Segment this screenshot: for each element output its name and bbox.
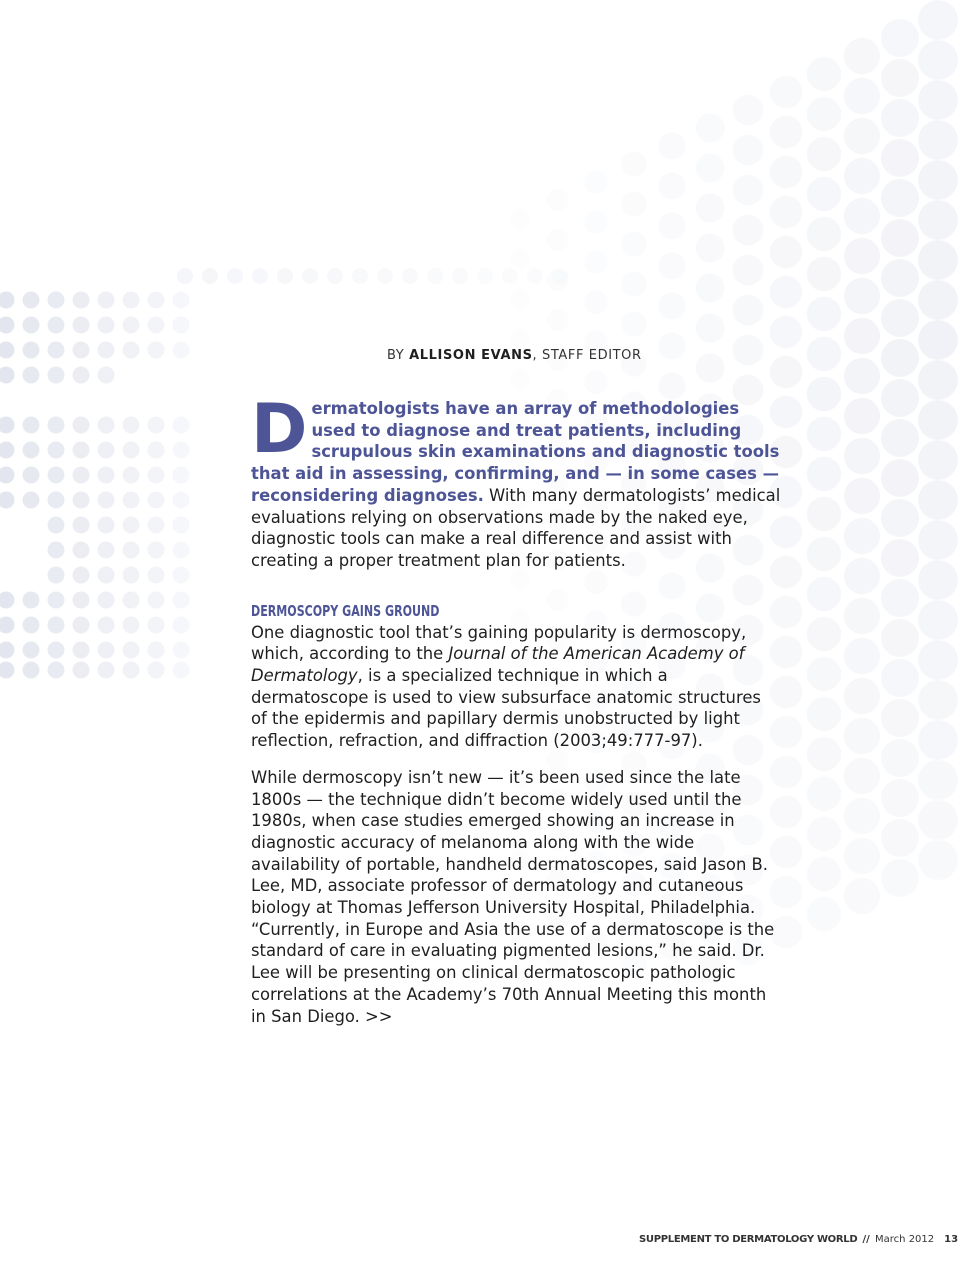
background-dot <box>844 598 880 634</box>
lead-text: ermatologists have an array of methodologies used to diagnose and treat patients, including scrupulous skin examinations and diagnostic tools that aid in assessing, confirming, and — in some cases — reconsidering diagnoses. <box>251 399 780 505</box>
background-dot <box>173 642 190 659</box>
background-dot <box>123 442 140 459</box>
background-dot <box>73 567 90 584</box>
background-dot <box>918 40 958 80</box>
background-dot <box>48 662 65 679</box>
background-dot <box>844 398 880 434</box>
background-dot <box>584 290 608 314</box>
background-dot <box>48 317 65 334</box>
background-dot <box>844 838 880 874</box>
background-dot <box>98 417 115 434</box>
background-dot <box>621 231 646 256</box>
background-dot <box>658 132 685 159</box>
background-dot <box>123 342 140 359</box>
background-dot <box>98 642 115 659</box>
background-dot <box>0 442 15 459</box>
background-dot <box>48 367 65 384</box>
background-dot <box>173 417 190 434</box>
background-dot <box>696 194 725 223</box>
background-dot <box>73 492 90 509</box>
paragraph-dermoscopy-history: While dermoscopy isn’t new — it’s been used since the late 1800s — the technique didn’t become widely used until the 1980s, when case studies emerged showing an increase in diagnostic accuracy of melanoma along with the wide availability of portable, handheld dermatoscopes, said Jason B. Lee, MD, associate professor of dermatology and cutaneous biology at Thomas Jefferson University Hospital, Philadelphia. “Currently, in Europe and Asia the use of a dermatoscope is the standard of care in evaluating pigmented lesions,” he said. Dr. Lee will be presenting on clinical dermatoscopic pathologic correlations at the Academy’s 70th Annual Meeting this month in San Diego. >> <box>251 767 775 1026</box>
background-dot <box>881 699 919 737</box>
background-dot <box>547 269 569 291</box>
background-dot <box>173 292 190 309</box>
background-dot <box>98 542 115 559</box>
background-dot <box>173 317 190 334</box>
background-dot <box>658 332 685 359</box>
background-dot <box>48 542 65 559</box>
background-dot <box>770 156 803 189</box>
background-dot <box>123 467 140 484</box>
background-dot <box>123 492 140 509</box>
background-dot <box>23 617 40 634</box>
background-dot <box>733 215 764 246</box>
background-dot <box>844 758 880 794</box>
background-dot <box>148 317 165 334</box>
background-dot <box>881 539 919 577</box>
background-dot <box>807 257 841 291</box>
background-dot <box>148 442 165 459</box>
background-dot <box>23 317 40 334</box>
background-dot <box>73 467 90 484</box>
background-dot <box>148 592 165 609</box>
background-dot <box>807 177 841 211</box>
background-dot <box>918 160 958 200</box>
background-dot <box>0 662 15 679</box>
background-dot <box>0 592 15 609</box>
background-dot <box>918 320 958 360</box>
background-dot <box>881 579 919 617</box>
background-dot <box>502 268 518 284</box>
background-dot <box>918 400 958 440</box>
background-dot <box>881 59 919 97</box>
page-number: 13 <box>944 1234 959 1245</box>
background-dot <box>807 497 841 531</box>
background-dot <box>73 642 90 659</box>
background-dot <box>844 638 880 674</box>
background-dot <box>658 172 685 199</box>
background-dot <box>227 268 243 284</box>
background-dot <box>844 318 880 354</box>
background-dot <box>584 170 608 194</box>
footer-separator: // <box>862 1234 870 1245</box>
background-dot <box>807 857 841 891</box>
background-dot <box>807 457 841 491</box>
background-dot <box>123 617 140 634</box>
background-dot <box>918 440 958 480</box>
drop-cap: D <box>251 390 308 469</box>
background-dot <box>807 97 841 131</box>
background-dot <box>881 499 919 537</box>
background-dot <box>881 219 919 257</box>
background-dot <box>98 442 115 459</box>
background-dot <box>402 268 418 284</box>
background-dot <box>48 442 65 459</box>
background-dot <box>0 642 15 659</box>
background-dot <box>881 19 919 57</box>
background-dot <box>733 175 764 206</box>
background-dot <box>173 492 190 509</box>
background-dot <box>844 518 880 554</box>
background-dot <box>807 57 841 91</box>
background-dot <box>918 560 958 600</box>
background-dot <box>48 492 65 509</box>
background-dot <box>881 99 919 137</box>
background-dot <box>807 817 841 851</box>
background-dot <box>98 467 115 484</box>
background-dot <box>510 288 530 308</box>
background-dot <box>918 840 958 880</box>
background-dot <box>302 268 318 284</box>
background-dot <box>844 358 880 394</box>
background-dot <box>733 135 764 166</box>
background-dot <box>844 438 880 474</box>
background-dot <box>918 720 958 760</box>
background-dot <box>807 617 841 651</box>
background-dot <box>48 617 65 634</box>
background-dot <box>918 480 958 520</box>
background-dot <box>98 342 115 359</box>
background-dot <box>658 292 685 319</box>
background-dot <box>844 478 880 514</box>
footer-date: March 2012 <box>875 1234 935 1245</box>
background-dot <box>881 779 919 817</box>
background-dot <box>918 520 958 560</box>
background-dot <box>807 417 841 451</box>
background-dot <box>770 196 803 229</box>
background-dot <box>148 642 165 659</box>
background-dot <box>807 897 841 931</box>
byline-author: ALLISON EVANS <box>409 348 533 363</box>
background-dot <box>148 567 165 584</box>
background-dot <box>123 542 140 559</box>
background-dot <box>0 492 15 509</box>
background-dot <box>48 292 65 309</box>
background-dot <box>23 662 40 679</box>
byline-role: , STAFF EDITOR <box>532 348 642 363</box>
background-dot <box>807 137 841 171</box>
background-dot <box>98 492 115 509</box>
background-dot <box>252 268 268 284</box>
background-dot <box>0 292 15 309</box>
background-dot <box>98 367 115 384</box>
background-dot <box>807 697 841 731</box>
lead-paragraph <box>251 390 781 572</box>
background-dot <box>202 268 218 284</box>
background-dot <box>733 335 764 366</box>
background-dot <box>73 517 90 534</box>
background-dot <box>547 189 569 211</box>
background-dot <box>173 592 190 609</box>
background-dot <box>918 200 958 240</box>
background-dot <box>48 642 65 659</box>
background-dot <box>881 299 919 337</box>
background-dot <box>844 158 880 194</box>
background-dot <box>477 268 493 284</box>
background-dot <box>881 659 919 697</box>
background-dot <box>881 859 919 897</box>
paragraph-dermoscopy-definition <box>251 622 781 752</box>
background-dot <box>0 367 15 384</box>
background-dot <box>123 642 140 659</box>
background-dot <box>844 198 880 234</box>
background-dot <box>547 309 569 331</box>
background-dot <box>0 467 15 484</box>
background-dot <box>881 819 919 857</box>
page-footer <box>639 1234 958 1245</box>
background-dot <box>733 95 764 126</box>
background-dot <box>98 317 115 334</box>
background-dot <box>770 116 803 149</box>
background-dot <box>98 567 115 584</box>
background-dot <box>277 268 293 284</box>
background-dot <box>73 442 90 459</box>
background-dot <box>844 558 880 594</box>
background-dot <box>881 459 919 497</box>
background-dot <box>148 292 165 309</box>
background-dot <box>148 617 165 634</box>
background-dot <box>0 317 15 334</box>
background-dot <box>918 80 958 120</box>
background-dot <box>48 567 65 584</box>
background-dot <box>918 120 958 160</box>
background-dot <box>881 379 919 417</box>
background-dot <box>881 139 919 177</box>
background-dot <box>844 878 880 914</box>
background-dot <box>73 542 90 559</box>
background-dot <box>696 274 725 303</box>
background-dot <box>510 208 530 228</box>
background-dot <box>807 337 841 371</box>
background-dot <box>918 280 958 320</box>
background-dot <box>23 342 40 359</box>
background-dot <box>23 442 40 459</box>
background-dot <box>584 250 608 274</box>
background-dot <box>881 419 919 457</box>
background-dot <box>918 360 958 400</box>
background-dot <box>696 114 725 143</box>
background-dot <box>377 268 393 284</box>
background-dot <box>584 370 608 394</box>
background-dot <box>98 592 115 609</box>
background-dot <box>177 268 193 284</box>
background-dot <box>148 662 165 679</box>
background-dot <box>0 617 15 634</box>
background-dot <box>918 0 958 40</box>
background-dot <box>0 417 15 434</box>
section-heading: DERMOSCOPY GAINS GROUND <box>251 601 440 620</box>
background-dot <box>73 662 90 679</box>
background-dot <box>123 517 140 534</box>
background-dot <box>807 377 841 411</box>
byline-prefix: BY <box>387 348 410 363</box>
background-dot <box>584 210 608 234</box>
byline <box>387 348 642 363</box>
background-dot <box>918 600 958 640</box>
background-dot <box>48 592 65 609</box>
background-dot <box>123 592 140 609</box>
background-dot <box>98 617 115 634</box>
background-dot <box>123 567 140 584</box>
background-dot <box>173 617 190 634</box>
background-dot <box>844 78 880 114</box>
background-dot <box>148 492 165 509</box>
background-dot <box>23 492 40 509</box>
background-dot <box>98 662 115 679</box>
background-dot <box>770 316 803 349</box>
background-dot <box>173 517 190 534</box>
background-dot <box>621 151 646 176</box>
background-dot <box>73 367 90 384</box>
background-dot <box>807 737 841 771</box>
background-dot <box>733 255 764 286</box>
background-dot <box>327 268 343 284</box>
background-dot <box>98 517 115 534</box>
background-dot <box>770 276 803 309</box>
background-dot <box>427 268 443 284</box>
background-dot <box>881 179 919 217</box>
background-dot <box>123 662 140 679</box>
background-dot <box>452 268 468 284</box>
background-dot <box>23 642 40 659</box>
background-dot <box>696 154 725 183</box>
background-dot <box>844 238 880 274</box>
background-dot <box>918 800 958 840</box>
background-dot <box>173 467 190 484</box>
background-dot <box>621 311 646 336</box>
background-dot <box>148 517 165 534</box>
background-dot <box>98 292 115 309</box>
background-dot <box>918 680 958 720</box>
background-dot <box>48 342 65 359</box>
background-dot <box>918 240 958 280</box>
background-dot <box>807 537 841 571</box>
journal-title: Journal of the American Academy of Dermatology <box>251 644 745 686</box>
background-dot <box>73 417 90 434</box>
background-dot <box>881 339 919 377</box>
background-dot <box>73 292 90 309</box>
background-dot <box>733 295 764 326</box>
background-dot <box>658 372 685 399</box>
background-dot <box>844 118 880 154</box>
background-dot <box>881 739 919 777</box>
background-dot <box>148 542 165 559</box>
background-dot <box>173 342 190 359</box>
footer-publication: SUPPLEMENT TO DERMATOLOGY WORLD <box>639 1234 858 1245</box>
background-dot <box>23 467 40 484</box>
p1-text-before: One diagnostic tool that’s gaining popularity is dermoscopy, which, according to the <box>251 622 747 664</box>
lead-continuation: With many dermatologists’ medical evaluations relying on observations made by the naked eye, diagnostic tools can make a real difference and assist with creating a proper treatment plan for patients. <box>251 485 781 570</box>
background-dot <box>807 297 841 331</box>
background-dot <box>123 317 140 334</box>
background-dot <box>807 777 841 811</box>
background-dot <box>173 442 190 459</box>
background-dot <box>123 417 140 434</box>
background-dot <box>621 191 646 216</box>
background-dot <box>148 417 165 434</box>
background-dot <box>770 76 803 109</box>
p1-text-after: , is a specialized technique in which a dermatoscope is used to view subsurface anatomic structures of the epidermis and papillary dermis unobstructed by light reflection, refraction, and diffraction (2003;49:777-97). <box>251 666 761 751</box>
background-dot <box>173 567 190 584</box>
background-dot <box>148 467 165 484</box>
background-dot <box>23 292 40 309</box>
background-dot <box>73 592 90 609</box>
background-dot <box>918 640 958 680</box>
background-dot <box>73 617 90 634</box>
background-dot <box>510 248 530 268</box>
background-dot <box>352 268 368 284</box>
background-dot <box>881 259 919 297</box>
background-dot <box>770 236 803 269</box>
background-dot <box>658 252 685 279</box>
background-dot <box>23 417 40 434</box>
background-dot <box>0 342 15 359</box>
background-dot <box>123 292 140 309</box>
background-dot <box>48 517 65 534</box>
background-dot <box>844 278 880 314</box>
background-dot <box>48 417 65 434</box>
background-dot <box>23 592 40 609</box>
background-dot <box>621 271 646 296</box>
background-dot <box>527 268 543 284</box>
background-dot <box>696 354 725 383</box>
background-dot <box>844 798 880 834</box>
background-dot <box>658 212 685 239</box>
background-dot <box>48 467 65 484</box>
background-dot <box>510 328 530 348</box>
background-dot <box>696 234 725 263</box>
article-body <box>251 390 781 1027</box>
background-dot <box>148 342 165 359</box>
background-dot <box>844 718 880 754</box>
background-dot <box>23 367 40 384</box>
background-dot <box>918 760 958 800</box>
background-dot <box>807 217 841 251</box>
background-dot <box>844 38 880 74</box>
background-dot <box>844 678 880 714</box>
background-dot <box>73 317 90 334</box>
background-dot <box>807 577 841 611</box>
background-dot <box>881 619 919 657</box>
background-dot <box>547 229 569 251</box>
background-dot <box>73 342 90 359</box>
background-dot <box>173 542 190 559</box>
background-dot <box>173 662 190 679</box>
background-dot <box>770 356 803 389</box>
background-dot <box>696 314 725 343</box>
background-dot <box>807 657 841 691</box>
background-dot <box>510 368 530 388</box>
